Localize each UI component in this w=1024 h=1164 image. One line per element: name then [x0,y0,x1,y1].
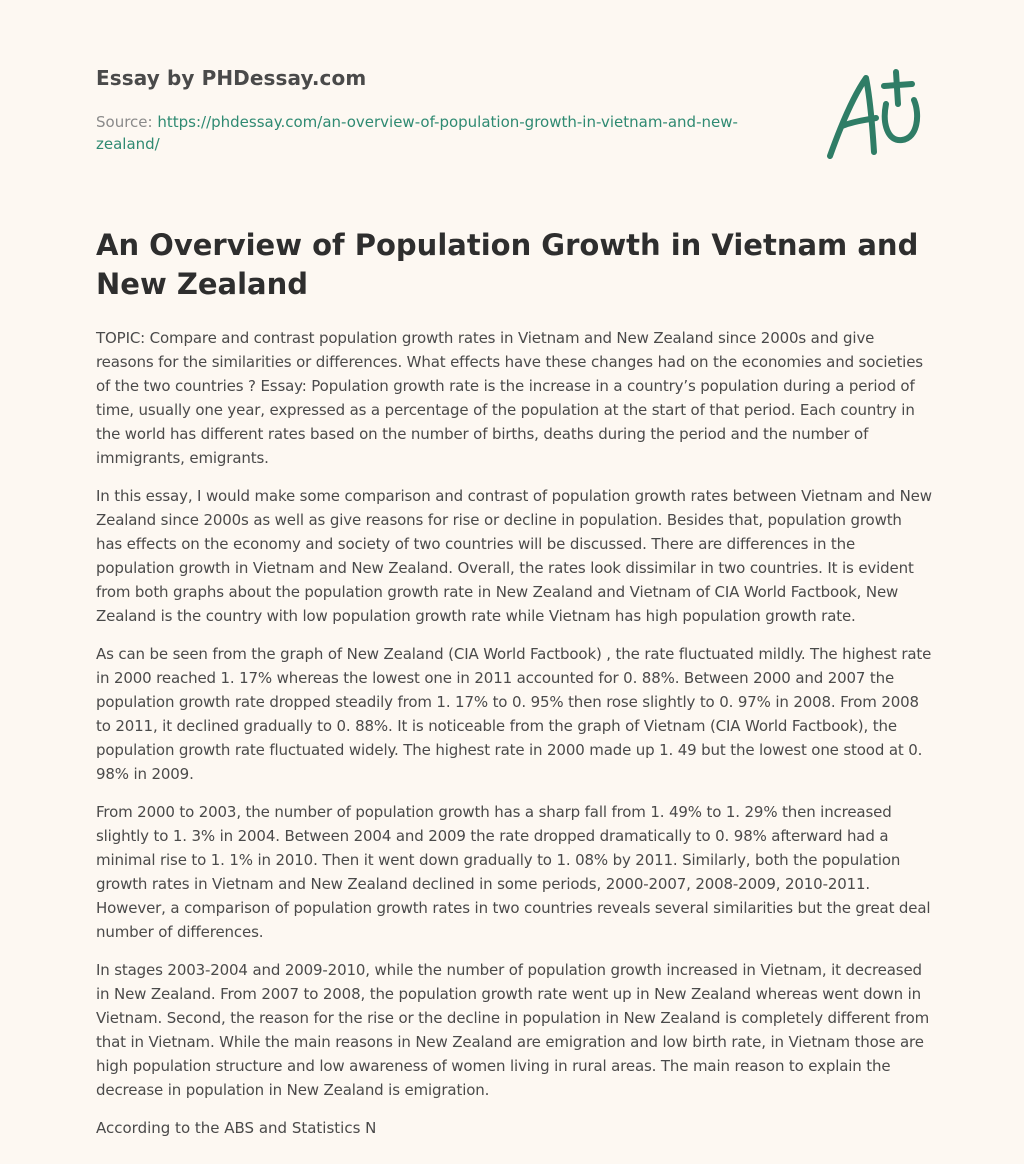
article-title: An Overview of Population Growth in Vietnam and New Zealand [96,228,919,301]
paragraph: In this essay, I would make some comparison and contrast of population growth rates between Vietnam and New Zealand since 2000s as well as give reasons for rise or decline in population. Besides that, population growth has effects on the economy and society of two countries will be discussed. There are differences in the population growth in Vietnam and New Zealand. Overall, the rates look dissimilar in two countries. It is evident from both graphs about the population growth rate in New Zealand and Vietnam of CIA World Factbook, New Zealand is the country with low population growth rate while Vietnam has high population growth rate. [96,487,932,625]
paragraph: TOPIC: Compare and contrast population growth rates in Vietnam and New Zealand since 2000s and give reasons for the similarities or differences. What effects have these changes had on the economies and societies of the two countries ? Essay: Population growth rate is the increase in a country’s population during a period of time, usually one year, expressed as a percentage of the population at the start of that period. Each country in the world has different rates based on the number of births, deaths during the period and the number of immigrants, emigrants. [96,329,923,467]
source-link[interactable]: https://phdessay.com/an-overview-of-population-growth-in-vietnam-and-new-zealand/ [96,113,738,153]
paragraph: In stages 2003-2004 and 2009-2010, while the number of population growth increased in Vietnam, it decreased in New Zealand. From 2007 to 2008, the population growth rate went up in New Zealand whereas went down in Vietnam. Second, the reason for the rise or the decline in population in New Zealand is completely different from that in Vietnam. While the main reasons in New Zealand are emigration and low birth rate, in Vietnam those are high population structure and low awareness of women living in rural areas. The main reason to explain the decrease in population in New Zealand is emigration. [96,961,930,1099]
paragraph: As can be seen from the graph of New Zealand (CIA World Factbook) , the rate fluctuated mildly. The highest rate in 2000 reached 1. 17% whereas the lowest one in 2011 accounted for 0. 88%. Between 2000 and 2007 the population growth rate dropped steadily from 1. 17% to 0. 95% then rose slightly to 0. 97% in 2008. From 2008 to 2011, it declined gradually to 0. 88%. It is noticeable from the graph of Vietnam (CIA World Factbook), the population growth rate fluctuated widely. The highest rate in 2000 made up 1. 49 but the lowest one stood at 0. 98% in 2009. [96,645,932,783]
source-label: Source: [96,113,153,131]
site-title: Essay by PHDessay.com [96,66,367,90]
a-plus-logo-icon [822,64,932,168]
truncated-paragraph: According to the ABS and Statistics N [96,1119,377,1137]
paragraph: From 2000 to 2003, the number of population growth has a sharp fall from 1. 49% to 1. 29% then increased slightly to 1. 3% in 2004. Between 2004 and 2009 the rate dropped dramatically to 0. 98% afterward had a minimal rise to 1. 1% in 2010. Then it went down gradually to 1. 08% by 2011. Similarly, both the population growth rates in Vietnam and New Zealand declined in some periods, 2000-2007, 2008-2009, 2010-2011. However, a comparison of population growth rates in two countries reveals several similarities but the great deal number of differences. [96,803,931,941]
source-line [96,111,776,155]
article-body [96,326,932,1140]
